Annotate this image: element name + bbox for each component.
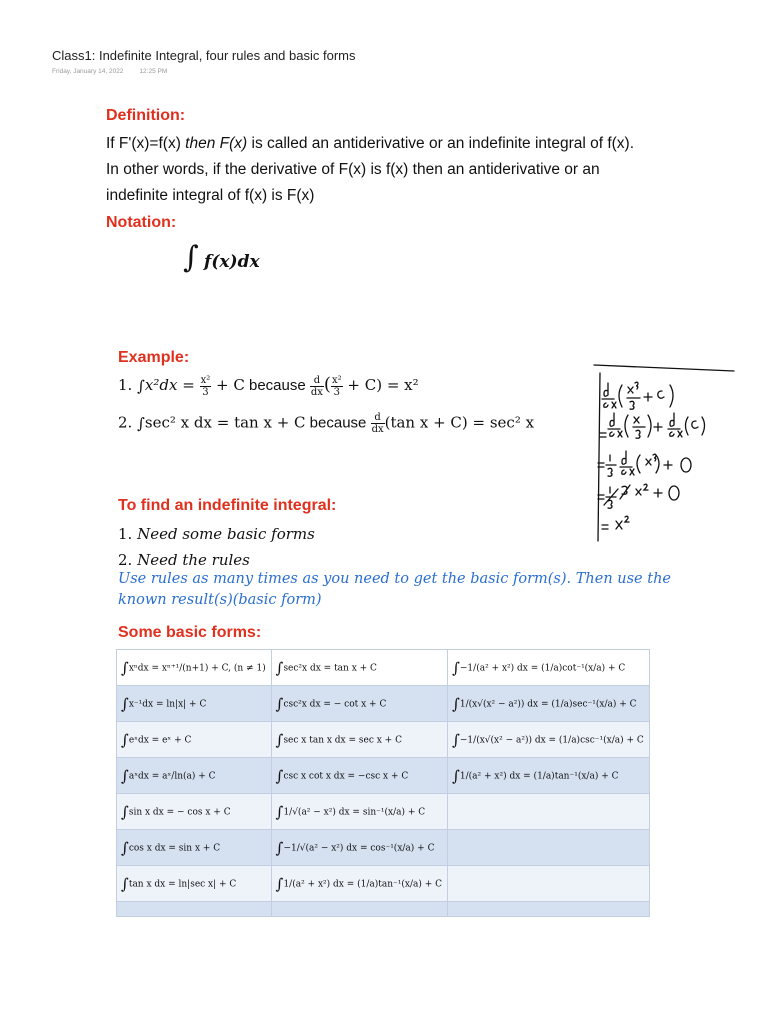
page-title: Class1: Indefinite Integral, four rules and basic forms (52, 48, 356, 63)
definition-line-3: indefinite integral of f(x) is F(x) (106, 187, 315, 204)
table-row (117, 902, 650, 917)
handwriting-bracket (598, 373, 600, 541)
table-cell: ∫sec²x dx = tan x + C (271, 650, 447, 686)
table-cell (271, 902, 447, 917)
table-row (117, 830, 650, 866)
example-heading: Example: (118, 349, 190, 366)
table-cell: ∫tan x dx = ln|sec x| + C (117, 866, 272, 902)
handwriting-line-4 (598, 484, 679, 508)
note-timestamp (52, 68, 167, 75)
table-cell: ∫sin x dx = − cos x + C (117, 794, 272, 830)
table-cell: ∫1/(a² + x²) dx = (1/a)tan⁻¹(x/a) + C (448, 758, 650, 794)
table-row (117, 794, 650, 830)
example-1: 1. ∫x²dx = $\frac{\text{x²}}{3}$ + C because $\frac{d}{dx}$ ( $\frac{\text{x²}}{3}$ + C) = x² (118, 374, 419, 398)
find-heading: To find an indefinite integral: (118, 497, 337, 514)
note-date: Friday, January 14, 2022 (52, 68, 124, 75)
table-cell: ∫aˣdx = aˣ/ln(a) + C (117, 758, 272, 794)
table-cell: ∫xⁿdx = xⁿ⁺¹/(n+1) + C, (n ≠ 1) (117, 650, 272, 686)
table-cell: ∫x⁻¹dx = ln|x| + C (117, 686, 272, 722)
table-cell (448, 866, 650, 902)
notation-formula: ∫ f(x)dx (183, 240, 260, 275)
basic-forms-heading: Some basic forms: (118, 624, 262, 641)
table-cell: ∫csc x cot x dx = −csc x + C (271, 758, 447, 794)
table-cell (448, 794, 650, 830)
notation-heading: Notation: (106, 214, 177, 231)
table-cell: ∫1/√(a² − x²) dx = sin⁻¹(x/a) + C (271, 794, 447, 830)
definition-text (106, 131, 726, 209)
table-cell: ∫−1/√(a² − x²) dx = cos⁻¹(x/a) + C (271, 830, 447, 866)
table-cell (448, 830, 650, 866)
list-item: 1. Need some basic forms (118, 525, 315, 543)
list-item: 2. Need the rules (118, 551, 250, 569)
example-2: 2. ∫sec² x dx = tan x + C because $\frac{d}{dx}$ (tan x + C) = sec² x (118, 412, 535, 435)
table-row (117, 758, 650, 794)
definition-heading: Definition: (106, 107, 186, 124)
find-list (118, 521, 315, 573)
table-cell: ∫sec x tan x dx = sec x + C (271, 722, 447, 758)
handwriting-line-1 (602, 382, 673, 409)
handwriting-line-2 (600, 413, 705, 438)
table-cell (448, 902, 650, 917)
note-time: 12:25 PM (139, 68, 168, 75)
table-cell: ∫−1/(x√(x² − a²)) dx = (1/a)csc⁻¹(x/a) + C (448, 722, 650, 758)
table-cell (117, 902, 272, 917)
table-cell: ∫1/(x√(x² − a²)) dx = (1/a)sec⁻¹(x/a) + C (448, 686, 650, 722)
table-cell: ∫1/(a² + x²) dx = (1/a)tan⁻¹(x/a) + C (271, 866, 447, 902)
table-cell: ∫csc²x dx = − cot x + C (271, 686, 447, 722)
table-cell: ∫cos x dx = sin x + C (117, 830, 272, 866)
table-cell: ∫−1/(a² + x²) dx = (1/a)cot⁻¹(x/a) + C (448, 650, 650, 686)
handwritten-working-drawing (590, 355, 740, 545)
table-row (117, 650, 650, 686)
table-cell: ∫eˣdx = eˣ + C (117, 722, 272, 758)
table-row (117, 686, 650, 722)
table-row (117, 722, 650, 758)
find-note: Use rules as many times as you need to get the basic form(s). Then use the known result(s)(basic form) (118, 571, 671, 608)
handwriting-line-3 (598, 451, 691, 476)
basic-forms-table (116, 649, 650, 917)
handwriting-line-5 (602, 516, 629, 529)
handwriting-rule (594, 365, 734, 371)
table-row (117, 866, 650, 902)
definition-line-1: If F'(x)=f(x) then F(x) is called an antiderivative or an indefinite integral of f(x). (106, 135, 635, 152)
definition-line-2: In other words, if the derivative of F(x) is f(x) then an antiderivative or an (106, 161, 600, 178)
